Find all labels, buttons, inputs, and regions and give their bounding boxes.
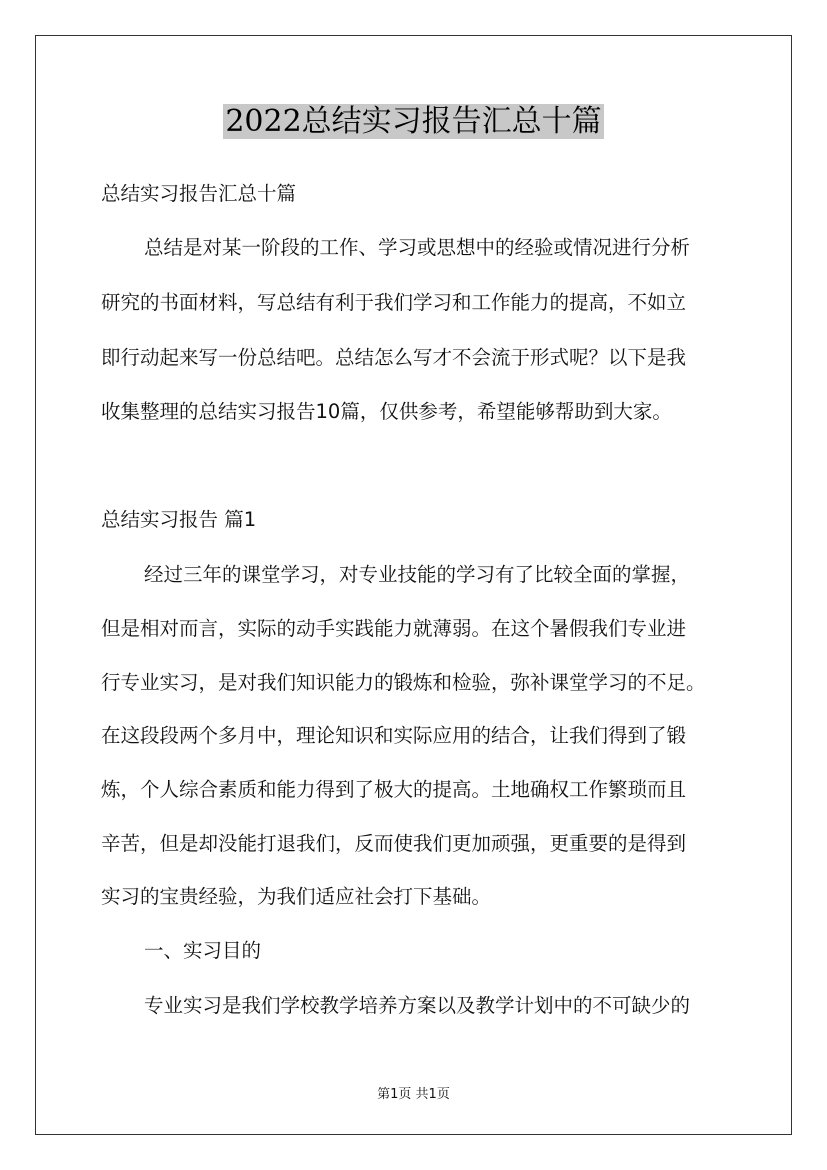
intro-line: 总结是对某一阶段的工作、学习或思想中的经验或情况进行分析 [144,236,691,259]
page-footer: 第1页 共1页 [377,1087,450,1102]
intro-line: 研究的书面材料，写总结有利于我们学习和工作能力的提高，不如立 [101,291,687,314]
paragraph-line: 实习的宝贵经验，为我们适应社会打下基础。 [101,885,492,908]
subtitle: 总结实习报告汇总十篇 [101,182,297,205]
document-title [0,100,827,144]
document-title-text: 2022总结实习报告汇总十篇 [225,104,602,139]
paragraph-line: 辛苦，但是却没能打退我们，反而使我们更加顽强，更重要的是得到 [101,832,687,855]
paragraph-line: 炼，个人综合素质和能力得到了极大的提高。土地确权工作繁琐而且 [101,778,687,801]
paragraph-line: 在这段段两个多月中，理论知识和实际应用的结合，让我们得到了锻 [101,724,687,747]
intro-line: 收集整理的总结实习报告10篇，仅供参考，希望能够帮助到大家。 [101,400,672,423]
paragraph-line: 经过三年的课堂学习，对专业技能的学习有了比较全面的掌握， [144,563,691,586]
paragraph-line: 但是相对而言，实际的动手实践能力就薄弱。在这个暑假我们专业进 [101,617,687,640]
paragraph-line: 行专业实习，是对我们知识能力的锻炼和检验，弥补课堂学习的不足。 [101,671,706,694]
paragraph-line: 专业实习是我们学校教学培养方案以及教学计划中的不可缺少的 [144,994,691,1017]
subheading: 一、实习目的 [144,939,262,962]
section-heading: 总结实习报告 篇1 [101,508,257,531]
intro-line: 即行动起来写一份总结吧。总结怎么写才不会流于形式呢？以下是我 [101,346,687,369]
